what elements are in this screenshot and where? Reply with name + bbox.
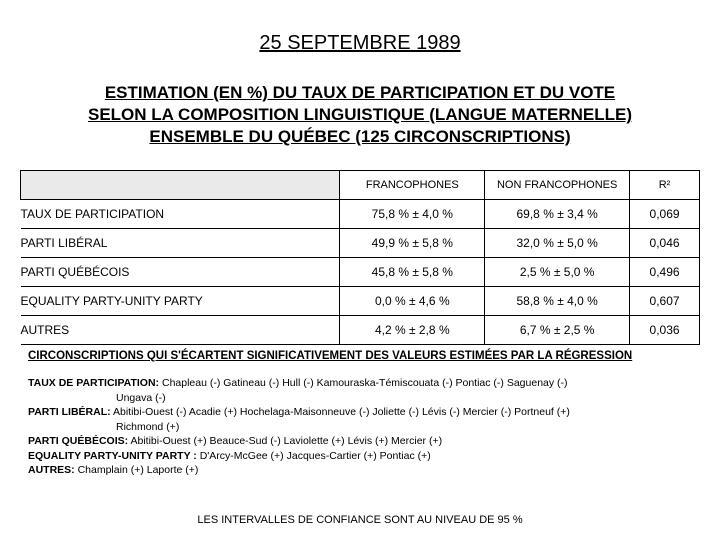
r2-value: 0,036 <box>630 316 700 345</box>
table-row <box>21 287 700 316</box>
page-subtitle <box>0 82 720 148</box>
note-head: TAUX DE PARTICIPATION: <box>28 377 160 389</box>
row-label: EQUALITY PARTY-UNITY PARTY <box>21 287 340 316</box>
note-quebecois <box>28 434 698 449</box>
row-label: PARTI LIBÉRAL <box>21 229 340 258</box>
francophones-value: 75,8 % ± 4,0 % <box>340 200 485 229</box>
non-francophones-value: 6,7 % ± 2,5 % <box>485 316 630 345</box>
note-text: Chapleau (-) Gatineau (-) Hull (-) Kamouraska-Témiscouata (-) Pontiac (-) Saguenay (-) <box>159 377 568 389</box>
note-equality <box>28 449 698 464</box>
francophones-value: 45,8 % ± 5,8 % <box>340 258 485 287</box>
results-table <box>20 170 700 345</box>
row-label: TAUX DE PARTICIPATION <box>21 200 340 229</box>
note-head: PARTI LIBÉRAL: <box>28 406 111 418</box>
non-francophones-value: 32,0 % ± 5,0 % <box>485 229 630 258</box>
header-non-francophones: NON FRANCOPHONES <box>485 171 630 200</box>
subtitle-line-3: ENSEMBLE DU QUÉBEC (125 CIRCONSCRIPTIONS) <box>149 127 571 146</box>
row-label: AUTRES <box>21 316 340 345</box>
non-francophones-value: 2,5 % ± 5,0 % <box>485 258 630 287</box>
notes-header: CIRCONSCRIPTIONS QUI S'ÉCARTENT SIGNIFICATIVEMENT DES VALEURS ESTIMÉES PAR LA RÉGRESSION <box>28 350 633 362</box>
notes-list <box>28 376 698 478</box>
table-row <box>21 316 700 345</box>
r2-value: 0,069 <box>630 200 700 229</box>
subtitle-line-2: SELON LA COMPOSITION LINGUISTIQUE (LANGUE MATERNELLE) <box>88 105 632 124</box>
table-row <box>21 258 700 287</box>
note-head: AUTRES: <box>28 464 75 476</box>
note-text: D'Arcy-McGee (+) Jacques-Cartier (+) Pontiac (+) <box>196 449 431 462</box>
note-head: PARTI QUÉBÉCOIS: <box>28 435 129 447</box>
table-row <box>21 229 700 258</box>
r2-value: 0,046 <box>630 229 700 258</box>
note-text: Champlain (+) Laporte (+) <box>74 464 199 476</box>
francophones-value: 49,9 % ± 5,8 % <box>340 229 485 258</box>
table-header-row <box>21 171 700 200</box>
note-liberal <box>28 405 698 434</box>
page-title: 25 SEPTEMBRE 1989 <box>259 32 461 54</box>
non-francophones-value: 58,8 % ± 4,0 % <box>485 287 630 316</box>
subtitle-line-1: ESTIMATION (EN %) DU TAUX DE PARTICIPATION ET DU VOTE <box>104 83 616 102</box>
r2-value: 0,496 <box>630 258 700 287</box>
header-r2: R² <box>630 171 700 200</box>
francophones-value: 4,2 % ± 2,8 % <box>340 316 485 345</box>
note-continuation: Richmond (+) <box>116 420 180 433</box>
note-head: EQUALITY PARTY-UNITY PARTY : <box>28 449 197 462</box>
note-text: Abitibi-Ouest (+) Beauce-Sud (-) Laviolette (+) Lévis (+) Mercier (+) <box>128 435 443 447</box>
footer-note: LES INTERVALLES DE CONFIANCE SONT AU NIVEAU DE 95 % <box>197 514 523 526</box>
note-participation <box>28 376 698 405</box>
r2-value: 0,607 <box>630 287 700 316</box>
note-autres <box>28 463 698 478</box>
non-francophones-value: 69,8 % ± 3,4 % <box>485 200 630 229</box>
note-text: Abitibi-Ouest (-) Acadie (+) Hochelaga-Maisonneuve (-) Joliette (-) Lévis (-) Mercier (-) Portneuf (+) <box>110 406 570 418</box>
francophones-value: 0,0 % ± 4,6 % <box>340 287 485 316</box>
header-francophones: FRANCOPHONES <box>340 171 485 200</box>
row-label: PARTI QUÉBÉCOIS <box>21 258 340 287</box>
header-blank-cell <box>21 171 340 200</box>
table-row <box>21 200 700 229</box>
note-continuation: Ungava (-) <box>116 391 166 404</box>
